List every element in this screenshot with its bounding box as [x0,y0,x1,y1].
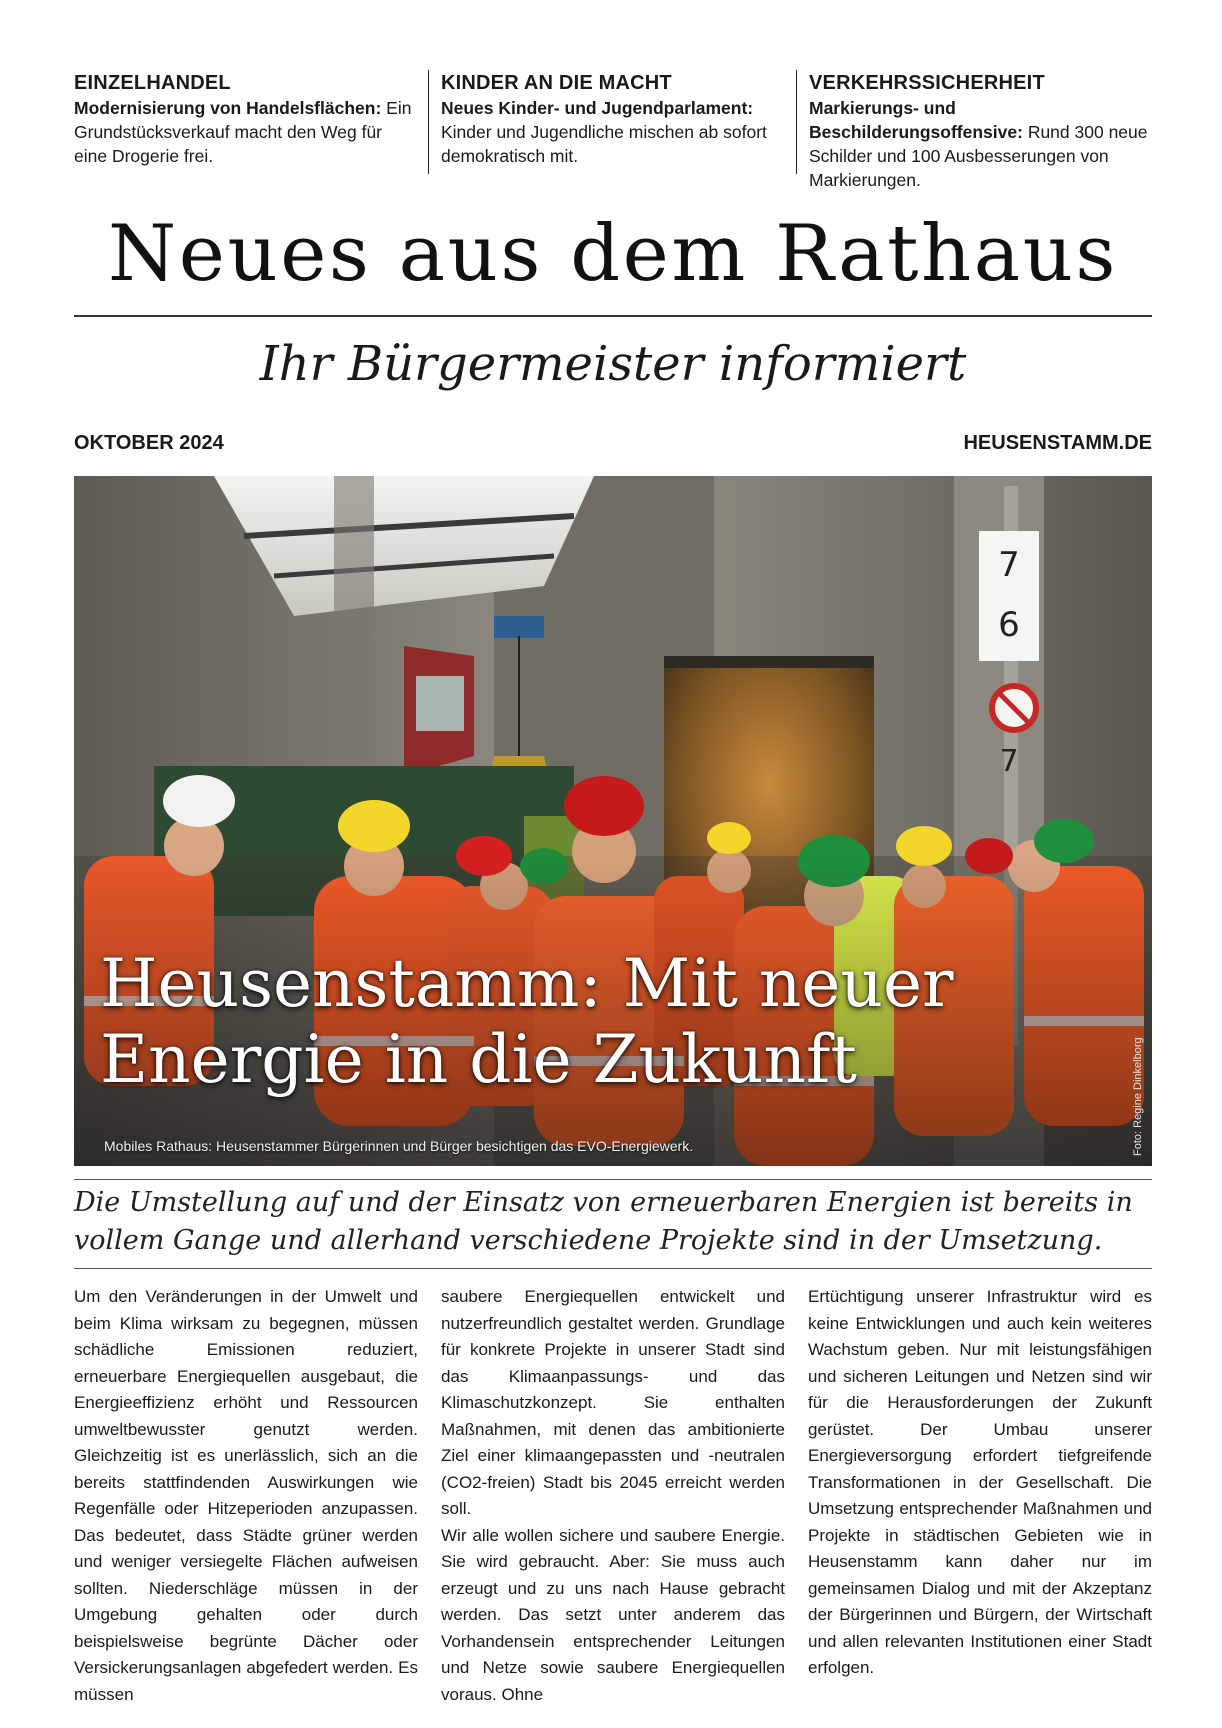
teaser-body: Kinder und Jugendliche mischen ab sofort demokratisch mit. [441,122,767,166]
teaser-row [74,70,1152,190]
article-column-3 [808,1284,1152,1708]
newsletter-page [74,0,1152,1728]
teaser-text [809,96,1152,192]
article-paragraph: saubere Energiequellen entwickelt und nutzerfreundlich gestaltet werden. Grundlage für konkrete Projekte in unserer Stadt sind das Klimaanpassungs- und das Klimaschutzkonzept. Sie enthalten Maßnahmen, mit denen das ambitionierte Ziel einer klimaangepassten und -neutralen (CO2-freien) Stadt bis 2045 erreicht werden soll. [441,1287,785,1518]
teaser-kicker: VERKEHRSSICHERHEIT [809,72,1045,94]
article-paragraph: Um den Veränderungen in der Umwelt und beim Klima wirksam zu begegnen, müssen schädliche Emissionen reduziert, erneuerbare Energiequellen ausgebaut, die Energieeffizienz erhöht und Ressourcen umweltbewusster genutzt werden. Gleichzeitig ist es unerlässlich, sich an die bereits stattfindenden Auswirkungen wie Regenfälle oder Hitzeperioden anzupassen. Das bedeutet, dass Städte grüner werden und weniger versiegelte Flächen aufweisen sollten. Niederschläge müssen in der Umgebung gehalten oder durch beispielsweise begrünte Dächer oder Versickerungsanlagen abgefedert werden. Es müssen [74,1287,418,1704]
teaser-lead: Modernisierung von Handelsflächen: [74,98,382,118]
masthead-divider [74,315,1152,317]
teaser-kinder[interactable] [428,70,796,174]
teaser-body: Ein Grundstücksverkauf macht den Weg für eine Drogerie frei. [74,98,412,166]
teaser-kicker: KINDER AN DIE MACHT [441,72,672,94]
hero-headline-line-1: Heusenstamm: Mit neuer [100,945,954,1022]
teaser-text [74,96,414,168]
masthead-subtitle: Ihr Bürgermeister informiert [259,336,967,392]
intro-divider-bottom [74,1268,1152,1269]
hero-photo [74,476,1152,1166]
article-paragraph: Wir alle wollen sichere und saubere Energie. Sie wird gebraucht. Aber: Sie muss auch erzeugt und zu uns nach Hause gebracht werden. Das setzt unter anderem das Vorhandensein entsprechender Leitungen und Netze sowie saubere Energiequellen voraus. Ohne [441,1525,785,1704]
article-column-2 [441,1284,785,1708]
photo-credit-text: Foto: Regine Dinkelborg [1132,1037,1144,1156]
teaser-text [441,96,782,168]
intro-divider-top [74,1179,1152,1180]
issue-date: OKTOBER 2024 [74,432,224,454]
article-intro: Die Umstellung auf und der Einsatz von erneuerbaren Energien ist bereits in vollem Gange und allerhand verschiedene Projekte sind in der Umsetzung. [74,1187,1133,1256]
teaser-kicker: EINZELHANDEL [74,72,231,94]
website-link[interactable]: HEUSENSTAMM.DE [963,432,1152,454]
teaser-body: Rund 300 neue Schilder und 100 Ausbesserungen von Markierungen. [809,122,1148,190]
masthead-title: Neues aus dem Rathaus [108,209,1118,299]
hero-headline-line-2: Energie in die Zukunft [100,1021,858,1098]
article-body [74,1284,1152,1708]
photo-credit [1132,1016,1148,1156]
article-column-1 [74,1284,418,1708]
article-paragraph: Ertüchtigung unserer Infrastruktur wird es keine Entwicklungen und auch kein weiteres Wachstum geben. Nur mit leistungsfähigen und sicheren Leitungen und Netzen sind wir für die Herausforderungen der Zukunft gerüstet. Der Umbau unserer Energieversorgung erfordert tiefgreifende Transformationen in der Gesellschaft. Die Umsetzung entsprechender Maßnahmen und Projekte in städtischen Gebieten wie in Heusenstamm kann daher nur im gemeinsamen Dialog und mit der Akzeptanz der Bürgerinnen und Bürgern, der Wirtschaft und allen relevanten Institutionen einer Stadt erfolgen. [808,1287,1152,1677]
teaser-einzelhandel[interactable] [74,70,428,174]
teaser-lead: Markierungs- und Beschilderungsoffensive: [809,98,1023,142]
teaser-verkehr[interactable] [796,70,1152,190]
hero-headline [100,946,1100,1098]
teaser-lead: Neues Kinder- und Jugendparlament: [441,98,754,118]
photo-caption: Mobiles Rathaus: Heusenstammer Bürgerinnen und Bürger besichtigen das EVO-Energiewerk. [104,1138,694,1154]
